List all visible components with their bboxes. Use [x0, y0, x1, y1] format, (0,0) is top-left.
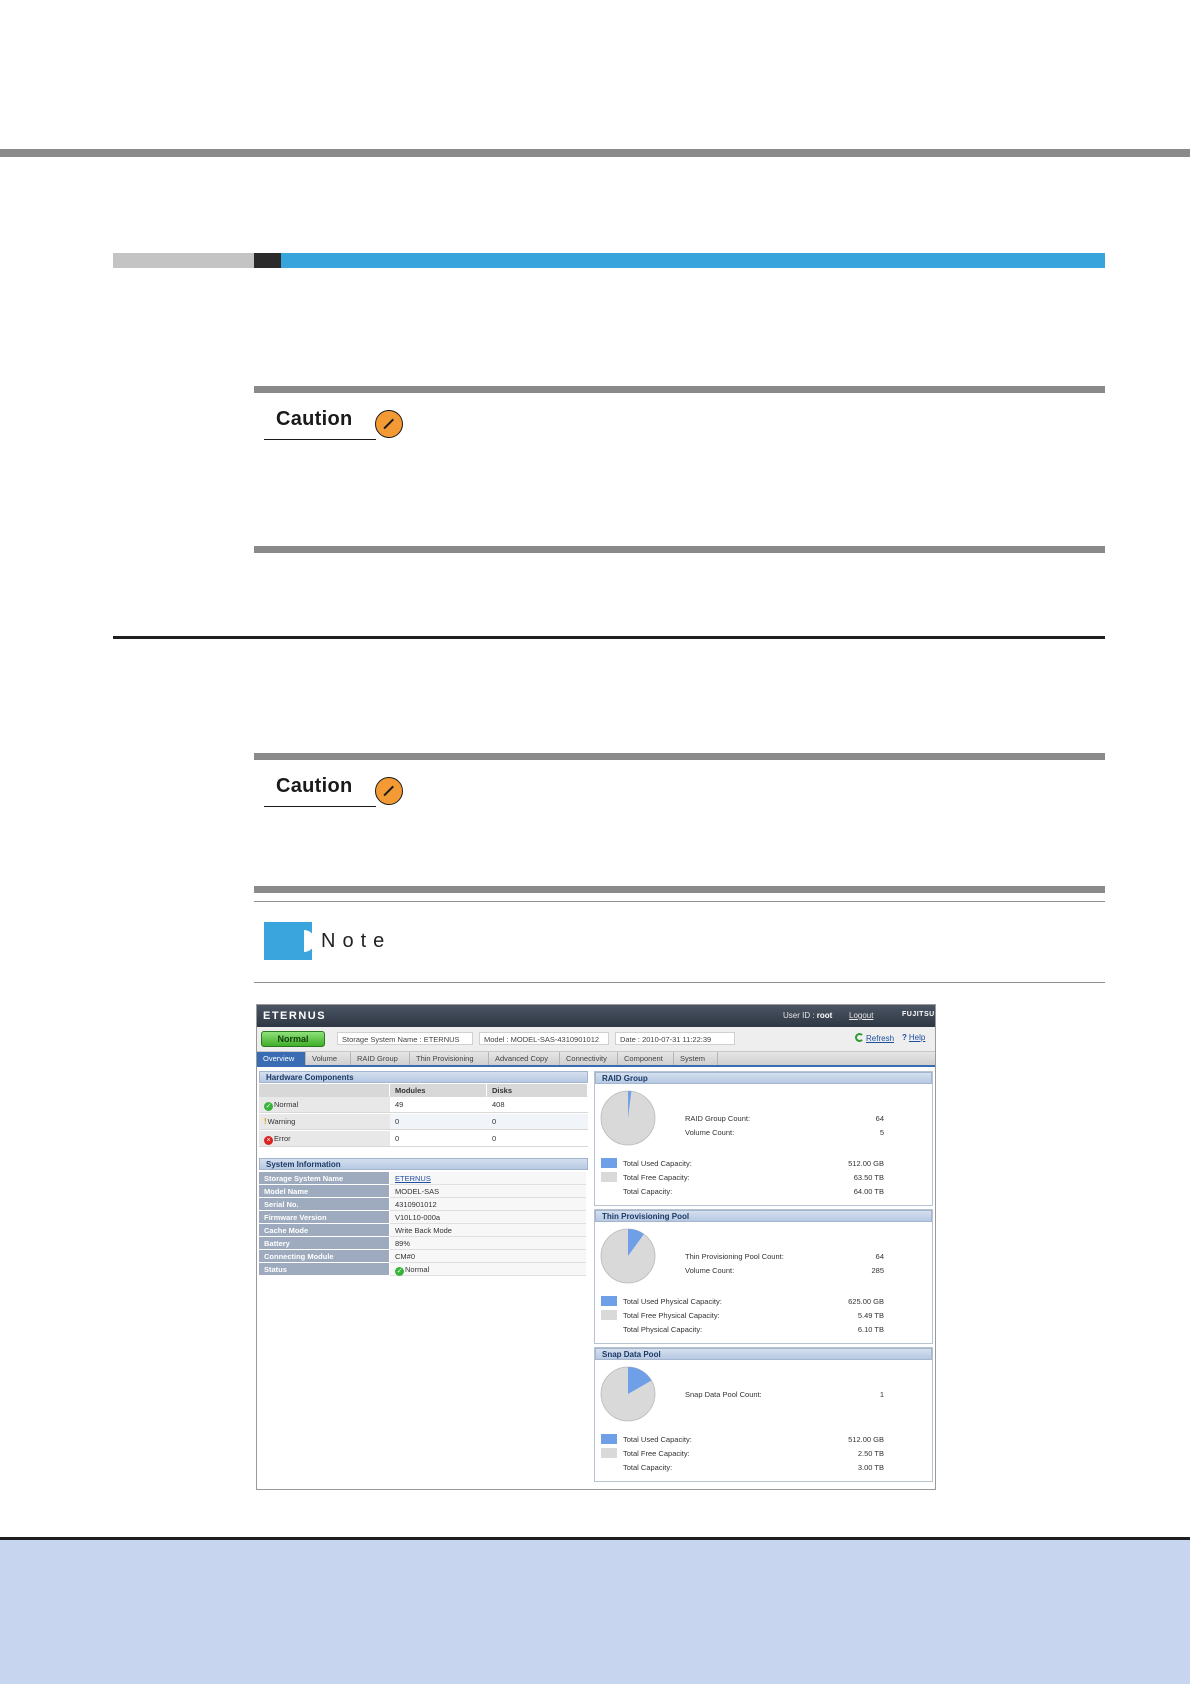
- brand-logo: ETERNUS: [263, 1010, 327, 1022]
- thin-stat-label: Volume Count:: [685, 1266, 735, 1275]
- hardware-col-disks: Disks: [487, 1084, 588, 1097]
- help-link[interactable]: ? Help: [902, 1033, 926, 1042]
- hardware-error-disks: 0: [487, 1131, 588, 1147]
- raid-stat-label: RAID Group Count:: [685, 1114, 751, 1123]
- note-top-rule: [254, 901, 1105, 902]
- raid-legend-label: Total Free Capacity:: [623, 1173, 690, 1182]
- caution-icon: [375, 410, 403, 438]
- thin-legend-value: 6.10 TB: [857, 1325, 884, 1334]
- thin-legend-value: 5.49 TB: [857, 1311, 884, 1320]
- caution-label: Caution: [276, 408, 353, 430]
- thin-stat-label: Thin Provisioning Pool Count:: [685, 1252, 784, 1261]
- sysinfo-status-value: ✓ Normal: [390, 1263, 586, 1276]
- caution-box-1: [264, 402, 414, 450]
- snap-data-pool-pie: [599, 1365, 657, 1423]
- section-divider: [113, 636, 1105, 639]
- thin-stat-value: 64: [875, 1252, 884, 1261]
- thin-provisioning-pie: [599, 1227, 657, 1285]
- logout-link[interactable]: Logout: [849, 1011, 874, 1020]
- raid-group-panel: [594, 1071, 933, 1206]
- hardware-col-blank: [259, 1084, 390, 1097]
- snap-legend-value: 512.00 GB: [848, 1435, 884, 1444]
- sysinfo-value: 4310901012: [390, 1198, 586, 1211]
- raid-group-pie: [599, 1089, 657, 1147]
- sysinfo-label: Model Name: [259, 1185, 389, 1198]
- help-icon: ?: [902, 1033, 907, 1042]
- sysinfo-value: CM#0: [390, 1250, 586, 1263]
- sysinfo-value: V10L10-000a: [390, 1211, 586, 1224]
- sysinfo-value: Write Back Mode: [390, 1224, 586, 1237]
- section-title-bar: [113, 253, 1105, 268]
- hardware-normal-disks: 408: [487, 1097, 588, 1113]
- caution-top-rule-1: [254, 386, 1105, 393]
- sysinfo-label: Battery: [259, 1237, 389, 1250]
- caution-underline: [264, 439, 376, 440]
- tab-raid-group[interactable]: RAID Group: [351, 1052, 410, 1065]
- date-field: Date : 2010-07-31 11:22:39: [615, 1032, 735, 1045]
- used-legend-swatch: [601, 1296, 617, 1306]
- caution-underline: [264, 806, 376, 807]
- note-icon: [264, 922, 312, 960]
- snap-legend-value: 2.50 TB: [857, 1449, 884, 1458]
- check-icon: ✓: [396, 1268, 403, 1275]
- snap-stat-label: Snap Data Pool Count:: [685, 1390, 762, 1399]
- eternus-overview-screenshot: [256, 1004, 936, 1490]
- model-field: Model : MODEL-SAS-4310901012: [479, 1032, 609, 1045]
- thin-legend-value: 625.00 GB: [848, 1297, 884, 1306]
- refresh-icon: [855, 1033, 864, 1042]
- thin-provisioning-header: Thin Provisioning Pool: [595, 1210, 932, 1222]
- tab-component[interactable]: Component: [618, 1052, 674, 1065]
- hardware-warning-disks: 0: [487, 1114, 588, 1130]
- raid-legend-label: Total Capacity:: [623, 1187, 673, 1196]
- status-normal-button[interactable]: Normal: [261, 1031, 325, 1047]
- hardware-error-modules: 0: [390, 1131, 487, 1147]
- user-id: User ID : root: [783, 1011, 833, 1020]
- snap-legend-label: Total Used Capacity:: [623, 1435, 692, 1444]
- free-legend-swatch: [601, 1310, 617, 1320]
- thin-legend-label: Total Free Physical Capacity:: [623, 1311, 720, 1320]
- thin-stat-value: 285: [871, 1266, 884, 1275]
- sysinfo-storage-name-link[interactable]: ETERNUS: [390, 1172, 586, 1185]
- fujitsu-logo: FUJITSU: [902, 1011, 935, 1018]
- tab-overview[interactable]: Overview: [257, 1052, 306, 1065]
- caution-bottom-rule-1: [254, 546, 1105, 553]
- status-bar: [257, 1027, 935, 1052]
- tab-thin-provisioning[interactable]: Thin Provisioning: [410, 1052, 489, 1065]
- thin-provisioning-panel: [594, 1209, 933, 1344]
- thin-legend-label: Total Physical Capacity:: [623, 1325, 703, 1334]
- raid-legend-label: Total Used Capacity:: [623, 1159, 692, 1168]
- thin-legend-label: Total Used Physical Capacity:: [623, 1297, 722, 1306]
- hardware-components-header: Hardware Components: [259, 1071, 588, 1083]
- tab-bar: [257, 1052, 935, 1067]
- free-legend-swatch: [601, 1448, 617, 1458]
- snap-legend-label: Total Capacity:: [623, 1463, 673, 1472]
- note-box: [264, 922, 424, 962]
- sysinfo-value: MODEL-SAS: [390, 1185, 586, 1198]
- tab-volume[interactable]: Volume: [306, 1052, 351, 1065]
- caution-bottom-rule-2: [254, 886, 1105, 893]
- sysinfo-label: Status: [259, 1263, 389, 1276]
- hardware-normal-modules: 49: [390, 1097, 487, 1113]
- tab-system[interactable]: System: [674, 1052, 718, 1065]
- hardware-row-warning-label: !Warning: [259, 1114, 390, 1130]
- caution-top-rule-2: [254, 753, 1105, 760]
- raid-group-header: RAID Group: [595, 1072, 932, 1084]
- section-bar-blue: [281, 253, 1105, 268]
- sysinfo-label: Connecting Module: [259, 1250, 389, 1263]
- refresh-link[interactable]: Refresh: [855, 1033, 894, 1043]
- snap-data-pool-header: Snap Data Pool: [595, 1348, 932, 1360]
- snap-legend-value: 3.00 TB: [857, 1463, 884, 1472]
- tab-connectivity[interactable]: Connectivity: [560, 1052, 618, 1065]
- raid-legend-value: 512.00 GB: [848, 1159, 884, 1168]
- snap-legend-label: Total Free Capacity:: [623, 1449, 690, 1458]
- app-header: [257, 1005, 935, 1027]
- snap-stat-value: 1: [879, 1390, 884, 1399]
- caution-box-2: [264, 769, 414, 817]
- sysinfo-label: Cache Mode: [259, 1224, 389, 1237]
- hardware-warning-modules: 0: [390, 1114, 487, 1130]
- snap-data-pool-panel: [594, 1347, 933, 1482]
- caution-label: Caution: [276, 775, 353, 797]
- sysinfo-label: Serial No.: [259, 1198, 389, 1211]
- hardware-row-normal-label: ✓ Normal: [259, 1097, 390, 1113]
- error-icon: ×: [264, 1136, 273, 1145]
- hardware-row-error-label: × Error: [259, 1131, 390, 1147]
- note-bottom-rule: [254, 982, 1105, 983]
- storage-system-name-field: Storage System Name : ETERNUS: [337, 1032, 473, 1045]
- section-bar-gray: [113, 253, 254, 268]
- footer-band: [0, 1537, 1190, 1684]
- caution-icon: [375, 777, 403, 805]
- used-legend-swatch: [601, 1158, 617, 1168]
- free-legend-swatch: [601, 1172, 617, 1182]
- header-rule: [0, 149, 1190, 157]
- sysinfo-label: Storage System Name: [259, 1172, 389, 1185]
- hardware-col-modules: Modules: [390, 1084, 487, 1097]
- raid-stat-value: 5: [879, 1128, 884, 1137]
- raid-stat-value: 64: [875, 1114, 884, 1123]
- note-label: Note: [321, 930, 392, 952]
- warning-icon: !: [264, 1117, 267, 1126]
- system-information-header: System Information: [259, 1158, 588, 1170]
- raid-legend-value: 64.00 TB: [853, 1187, 884, 1196]
- used-legend-swatch: [601, 1434, 617, 1444]
- tab-advanced-copy[interactable]: Advanced Copy: [489, 1052, 560, 1065]
- section-bar-dark: [254, 253, 281, 268]
- check-icon: ✓: [265, 1103, 272, 1110]
- raid-stat-label: Volume Count:: [685, 1128, 735, 1137]
- sysinfo-label: Firmware Version: [259, 1211, 389, 1224]
- sysinfo-value: 89%: [390, 1237, 586, 1250]
- raid-legend-value: 63.50 TB: [853, 1173, 884, 1182]
